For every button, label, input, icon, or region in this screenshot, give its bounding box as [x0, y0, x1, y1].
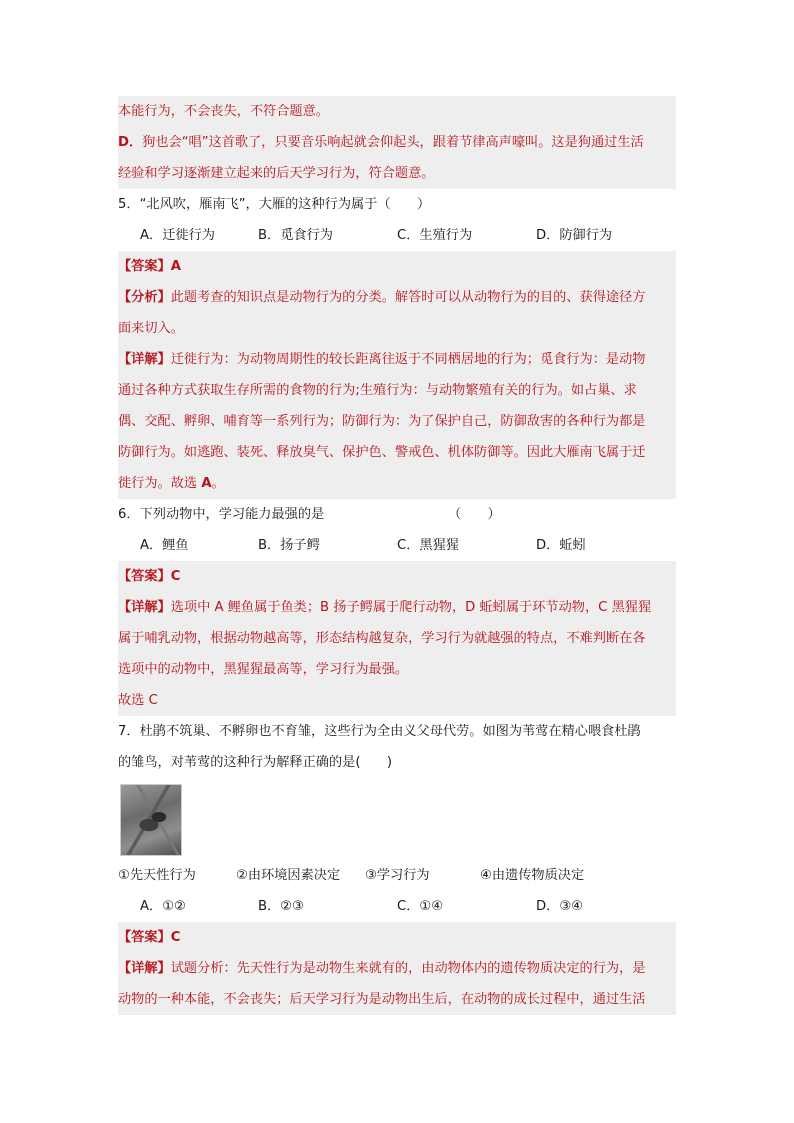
option-a: A．迁徙行为 — [140, 228, 215, 243]
option-a: A．鲤鱼 — [140, 538, 189, 553]
option-d: D．蚯蚓 — [536, 538, 586, 553]
explanation-text: 狗也会“唱”这首歌了，只要音乐响起就会仰起头，跟着节律高声嚎叫。这是狗通过生活 — [142, 135, 644, 150]
detail-text: 。 — [211, 476, 225, 491]
detail-text: 选项中 A 鲤鱼属于鱼类；B 扬子鳄属于爬行动物，D 蚯蚓属于环节动物，C 黑猩猩 — [170, 600, 652, 615]
detail-line — [118, 344, 676, 375]
question-7-stem: 7．杜鹃不筑巢、不孵卵也不育雏，这些行为全由义父母代劳。如图为苇莺在精心喂食杜鹃 — [118, 724, 641, 739]
detail-text: 徙行为。故选 — [118, 476, 202, 491]
question-7-options — [118, 891, 676, 922]
detail-label: 【详解】 — [118, 961, 171, 976]
option-c: C．①④ — [397, 899, 444, 914]
analysis-label: 【分析】 — [118, 290, 171, 305]
answer-value: C — [170, 569, 181, 584]
detail-line: 动物的一种本能，不会丧失；后天学习行为是动物出生后，在动物的成长过程中，通过生活 — [118, 984, 676, 1015]
analysis-line — [118, 282, 676, 313]
statement-4: ④由遗传物质决定 — [480, 868, 585, 883]
analysis-line: 面来切入。 — [118, 313, 676, 344]
detail-line: 偶、交配、孵卵、哺育等一系列行为；防御行为：为了保护自己，防御敌害的各种行为都是 — [118, 406, 676, 437]
reed-warbler-feeding-cuckoo-photo — [120, 784, 182, 856]
detail-line: 故选 C — [118, 685, 676, 716]
question-5-options — [118, 220, 676, 251]
answer-line — [118, 922, 676, 953]
detail-line: 通过各种方式获取生存所需的食物的行为;生殖行为：与动物繁殖有关的行为。如占巢、求 — [118, 375, 676, 406]
detail-line — [118, 468, 676, 499]
option-c: C．生殖行为 — [397, 228, 473, 243]
detail-label: 【详解】 — [118, 352, 171, 367]
detail-line: 选项中的动物中，黑猩猩最高等，学习行为最强。 — [118, 654, 676, 685]
question-7-stem: 的雏鸟，对苇莺的这种行为解释正确的是( ) — [118, 755, 393, 770]
detail-line: 防御行为。如逃跑、装死、释放臭气、保护色、警戒色、机体防御等。因此大雁南飞属于迁 — [118, 437, 676, 468]
detail-line — [118, 592, 676, 623]
answer-label: 【答案】 — [118, 259, 171, 274]
statement-3: ③学习行为 — [365, 868, 430, 883]
explanation-line: 经验和学习逐渐建立起来的后天学习行为，符合题意。 — [118, 158, 676, 189]
answer-bracket: （ ） — [448, 507, 501, 522]
detail-line — [118, 953, 676, 984]
answer-label: 【答案】 — [118, 569, 171, 584]
detail-text: 试题分析：先天性行为是动物生来就有的，由动物体内的遗传物质决定的行为，是 — [170, 961, 646, 976]
option-b: B．扬子鳄 — [258, 538, 320, 553]
answer-line — [118, 251, 676, 282]
answer-value: C — [170, 930, 181, 945]
detail-line: 属于哺乳动物，根据动物越高等，形态结构越复杂，学习行为就越强的特点，不难判断在各 — [118, 623, 676, 654]
statement-2: ②由环境因素决定 — [236, 868, 341, 883]
option-a: A．①② — [140, 899, 186, 914]
document-content — [118, 96, 676, 1015]
answer-value: A — [170, 259, 181, 274]
detail-label: 【详解】 — [118, 600, 171, 615]
option-c: C．黑猩猩 — [397, 538, 459, 553]
answer-label: 【答案】 — [118, 930, 171, 945]
explanation-line: 本能行为，不会丧失，不符合题意。 — [118, 96, 676, 127]
question-6-text: 6．下列动物中，学习能力最强的是 — [118, 507, 325, 522]
option-b: B．觅食行为 — [258, 228, 333, 243]
explanation-line — [118, 127, 676, 158]
detail-text: 迁徙行为：为动物周期性的较长距离往返于不同栖居地的行为；觅食行为：是动物 — [170, 352, 646, 367]
question-6-stem — [118, 499, 676, 530]
option-label: D． — [118, 135, 143, 150]
question-6-options — [118, 530, 676, 561]
answer-line — [118, 561, 676, 592]
option-b: B．②③ — [258, 899, 304, 914]
answer-letter: A — [201, 476, 212, 491]
question-7-statements — [118, 860, 676, 891]
analysis-text: 此题考查的知识点是动物行为的分类。解答时可以从动物行为的目的、获得途径方 — [170, 290, 646, 305]
question-5-stem: 5．“北风吹，雁南飞”，大雁的这种行为属于（ ） — [118, 197, 431, 212]
option-d: D．防御行为 — [536, 228, 613, 243]
option-d: D．③④ — [536, 899, 583, 914]
statement-1: ①先天性行为 — [118, 868, 196, 883]
